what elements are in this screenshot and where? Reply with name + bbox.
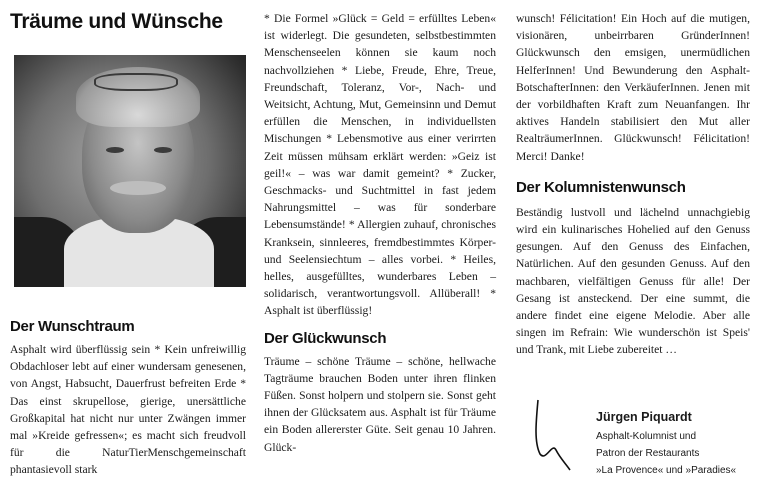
author-name: Jürgen Piquardt xyxy=(596,410,692,424)
column-1 xyxy=(10,318,246,479)
author-role-line-3: »La Provence« und »Paradies« xyxy=(596,465,737,476)
section-text-wunschtraum: Asphalt wird überflüssig sein * Kein unfreiwillig Obdachloser lebt auf einer wundersam genesenen, von Angst, Habsucht, Dauerfrust befreiten Erde * Das einst skrupellose, gierige, unersättliche Großkapital hat nicht nur unter Zwängen immer mal »Kreide gefressen«; es macht sich freudvoll für die NaturTierMenschgemeinschaft phantasievoll stark xyxy=(10,343,246,477)
author-role-line-2: Patron der Restaurants xyxy=(596,448,700,459)
section-text-kolumnistenwunsch: Beständig lustvoll und lächelnd unnachgiebig wird ein kulinarisches Hohelied auf den Genuss gesungen. Auf den Genuss des Einfachen, Natürlichen. Auf den gesunden Genuss. Auf den machbaren, vielfältigen Genuss für alle! Der Gesang ist ansteckend. Der eine summt, die andere findet eine eigene Melodie. Aber alle singen im Refrain: Wie wunderschön ist Speis' und Trank, mit Liebe zubereitet … xyxy=(516,205,750,357)
signature-graphic xyxy=(526,392,586,482)
author-role xyxy=(596,428,756,479)
author-role-line-1: Asphalt-Kolumnist und xyxy=(596,431,697,442)
section-heading-kolumnistenwunsch: Der Kolumnistenwunsch xyxy=(516,178,686,196)
column-2 xyxy=(264,10,496,456)
section-heading-wunschtraum: Der Wunschtraum xyxy=(10,318,135,335)
article-title: Träume und Wünsche xyxy=(10,10,223,33)
column-3-text: wunsch! Félicitation! Ein Hoch auf die mutigen, visionären, unbeirrbaren GründerInnen! Glückwunsch den emsigen, unermüdlichen HelferInnen! Und Bewunderung den Asphalt-BotschafterInnen: den VerkäuferInnen. Jenen mit der vorbildhaften Kraft zum Neuanfangen. Ihr aktives Handeln stabilisiert den Mut aller RealträumerInnen. Glückwunsch! Félicitation! Merci! Danke! xyxy=(516,12,750,163)
section-text-glueckwunsch: Träume – schöne Träume – schöne, hellwache Tagträume brauchen Boden unter ihren flinken Füßen. Sonst holpern und stolpern sie. Sonst geht ihnen der Glücksatem aus. Asphalt ist für Träume ein Boden allererster Güte. Seit genau 10 Jahren. Glück- xyxy=(264,354,496,454)
column-2-text: * Die Formel »Glück = Geld = erfülltes Leben« ist widerlegt. Die gesundeten, selbstbestimmten Menschenseelen können sie kaum noch nachvollziehen * Liebe, Freude, Ehre, Treue, Freundschaft, Toleranz, Vor-, Nach- und Weitsicht, Achtung, Mut, Gemeinsinn und Demut erfüllen die Menschen, in individuellsten Mischungen * Lebensmotive aus einer verirrten Zeit müssen mühsam erklärt werden: »Geiz ist geil!« – was war damit gemeint? * Zucker, Geschmacks- und Suchtmittel in fast jedem Nahrungsmittel – was für sonderbare Lebensumstände! * Allergien zuhauf, chronisches Kranksein, sinnleeres, fremdbestimmtes Körper- und Seelensiechtum – alles vorbei. * Heiles, helles, ausgefülltes, wunderbares Leben – solidarisch, verantwortungsvoll. Allüberall! * Asphalt ist überflüssig! xyxy=(264,12,496,318)
author-signature-block xyxy=(516,388,750,500)
column-3 xyxy=(516,10,750,359)
section-heading-glueckwunsch: Der Glückwunsch xyxy=(264,329,387,347)
author-photo xyxy=(14,55,246,287)
